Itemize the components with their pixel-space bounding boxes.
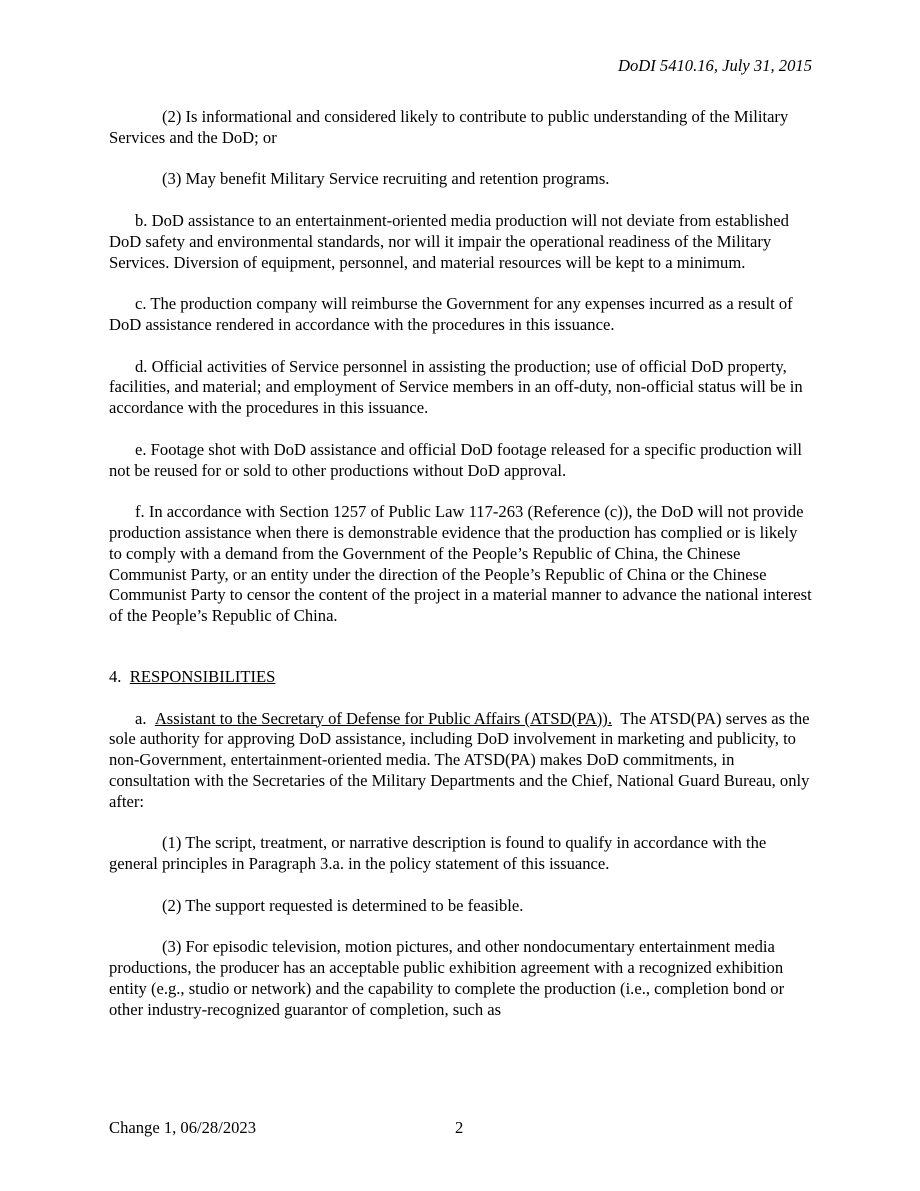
paragraph-4a bbox=[109, 709, 814, 813]
paragraph-4a-2: (2) The support requested is determined to be feasible. bbox=[162, 895, 524, 915]
paragraph-4a-heading: Assistant to the Secretary of Defense for Public Affairs (ATSD(PA)). bbox=[154, 708, 612, 728]
paragraph-c: c. The production company will reimburse the Government for any expenses incurred as a result of DoD assistance rendered in accordance with the procedures in this issuance. bbox=[109, 294, 793, 334]
paragraph-e: e. Footage shot with DoD assistance and official DoD footage released for a specific production will not be reused for or sold to other productions without DoD approval. bbox=[109, 439, 802, 480]
page-number: 2 bbox=[455, 1118, 464, 1137]
section-heading bbox=[109, 667, 814, 688]
paragraph-4a-label: a. bbox=[135, 708, 147, 728]
footer-change-note: Change 1, 06/28/2023 bbox=[109, 1118, 257, 1137]
document-body bbox=[109, 107, 814, 1041]
paragraph-4a-3: (3) For episodic television, motion pictures, and other nondocumentary entertainment media productions, the producer has an acceptable public exhibition agreement with a recognized exhibition entity (e.g., studio or network) and the capability to complete the production (i.e., completion bond or other industry-recognized guarantor of completion, such as bbox=[109, 937, 785, 1019]
paragraph-2-3: (3) May benefit Military Service recruiting and retention programs. bbox=[162, 169, 610, 189]
section-title: RESPONSIBILITIES bbox=[129, 666, 276, 686]
document-header: DoDI 5410.16, July 31, 2015 bbox=[617, 56, 812, 75]
paragraph-f: f. In accordance with Section 1257 of Public Law 117-263 (Reference (c)), the DoD will not provide production assistance when there is demonstrable evidence that the production has complied or is likely to comply with a demand from the Government of the People’s Republic of China, the Chinese Communist Party, or an entity under the direction of the People’s Republic of China or the Chinese Communist Party to censor the content of the project in a material manner to advance the national interest of the People’s Republic of China. bbox=[109, 502, 812, 626]
paragraph-4a-text: The ATSD(PA) serves as the sole authority for approving DoD assistance, including DoD involvement in marketing and publicity, to non-Government, entertainment-oriented media. The ATSD(PA) makes DoD commitments, in consultation with the Secretaries of the Military Departments and the Chief, National Guard Bureau, only after: bbox=[109, 708, 810, 811]
paragraph-d: d. Official activities of Service personnel in assisting the production; use of official DoD property, facilities, and material; and employment of Service members in an off-duty, non-official status will be in accordance with the procedures in this issuance. bbox=[109, 356, 803, 418]
paragraph-b: b. DoD assistance to an entertainment-oriented media production will not deviate from established DoD safety and environmental standards, nor will it impair the operational readiness of the Military Services. Diversion of equipment, personnel, and material resources will be kept to a minimum. bbox=[109, 210, 789, 272]
paragraph-4a-1: (1) The script, treatment, or narrative description is found to qualify in accordance with the general principles in Paragraph 3.a. in the policy statement of this issuance. bbox=[109, 833, 767, 874]
paragraph-2-2: (2) Is informational and considered likely to contribute to public understanding of the Military Services and the DoD; or bbox=[109, 107, 789, 147]
section-number: 4. bbox=[109, 666, 122, 686]
